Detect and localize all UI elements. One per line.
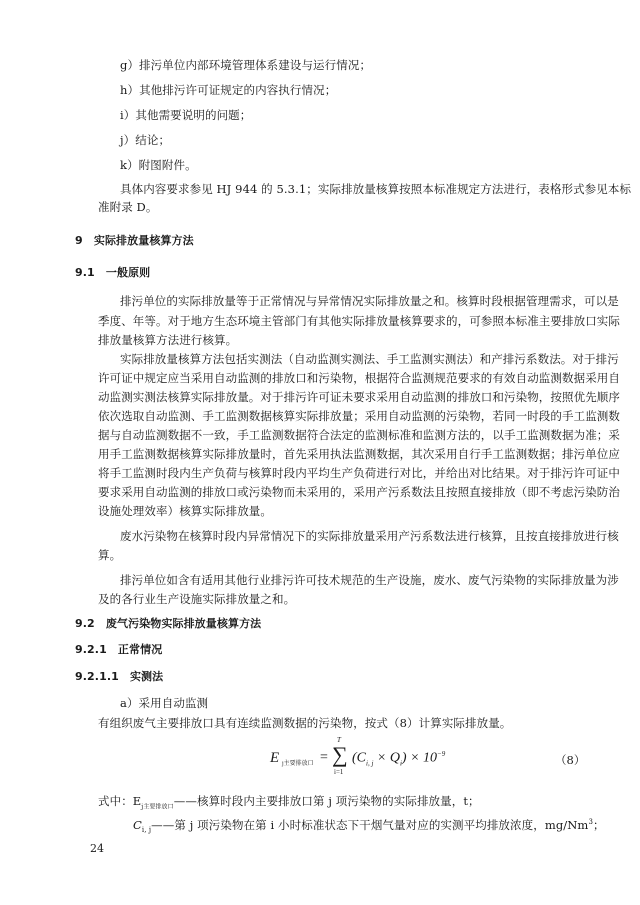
where-c-text: ——第 j 项污染物在第 i 小时标准状态下干烟气量对应的实测平均排放浓度，mg/Nm <box>151 817 589 832</box>
formula-q: × Q <box>373 750 400 766</box>
where-unit-superscript: 3 <box>588 818 594 826</box>
where-c-label: C <box>133 817 142 832</box>
list-item-j: j）结论； <box>120 133 171 147</box>
formula-sum-symbol: ∑ <box>332 742 348 767</box>
formula-equals: = <box>320 750 328 765</box>
paragraph-line: 排污单位如含有适用其他行业排污许可技术规范的生产设施，废水、废气污染物的实际排放量为涉 <box>120 573 619 587</box>
list-item-i: i）其他需要说明的问题； <box>120 108 252 122</box>
paragraph-line: 据与自动监测数据不一致，手工监测数据符合法定的监测标准和监测方法的，以手工监测数据为准；采 <box>98 428 620 442</box>
formula-sum-lower: i=1 <box>334 768 344 776</box>
paragraph-line: 设施处理效率）核算实际排放量。 <box>98 504 272 518</box>
where-e-text: ——核算时段内主要排放口第 j 项污染物的实际排放量，t； <box>173 794 480 808</box>
list-item-h: h）其他排污许可证规定的内容执行情况； <box>120 83 337 97</box>
formula-q-subscript: i <box>399 759 402 768</box>
paragraph-line: 废水污染物在核算时段内异常情况下的实际排放量采用产污系数法进行核算，且按直接排放进行核 <box>120 529 619 543</box>
paragraph-line: 要求采用自动监测的排放口或污染物而未采用的，采用产污系数法且按照直接排放（即不考虑污染防治 <box>98 485 620 499</box>
paragraph-line: 实际排放量核算方法包括实测法（自动监测实测法、手工监测实测法）和产排污系数法。对于排污 <box>120 352 619 366</box>
heading-9-2: 9.2 废气污染物实际排放量核算方法 <box>75 617 262 630</box>
paragraph-line: 许可证中规定应当采用自动监测的排放口和污染物，根据符合监测规范要求的有效自动监测数据采用自 <box>98 371 620 385</box>
formula-number: （8） <box>555 753 586 767</box>
formula-power-base: ) × 10 <box>401 750 438 766</box>
where-line-c <box>133 815 605 837</box>
list-item-k: k）附图附件。 <box>120 158 197 172</box>
heading-9-2-1-1: 9.2.1.1 实测法 <box>75 670 164 683</box>
formula-lhs-subscript: j主要排放口 <box>282 761 314 767</box>
heading-9-1: 9.1 一般原则 <box>75 266 151 279</box>
list-item-a: a）采用自动监测 <box>120 696 209 710</box>
paragraph-line: 用手工监测数据核算实际排放量时，首先采用执法监测数据，其次采用自行手工监测数据；排污单位应 <box>98 447 620 461</box>
paragraph-line: 有组织废气主要排放口具有连续监测数据的污染物，按式（8）计算实际排放量。 <box>98 716 512 730</box>
heading-9-2-1: 9.2.1 正常情况 <box>75 643 163 656</box>
where-tail: ； <box>593 817 605 832</box>
paragraph-line: 将手工监测时段内生产负荷与核算时段内平均生产负荷进行对比，并给出对比结果。对于排污许可证中 <box>98 466 620 480</box>
paragraph-line: 准附录 D。 <box>98 200 158 214</box>
list-item-g: g）排污单位内部环境管理体系建设与运行情况； <box>120 58 372 72</box>
paragraph-line: 算。 <box>98 548 122 562</box>
formula-8 <box>270 736 470 780</box>
paragraph-line: 排污单位的实际排放量等于正常情况与异常情况实际排放量之和。核算时段根据管理需求，可以是 <box>120 294 619 308</box>
page-number: 24 <box>90 842 104 855</box>
paragraph-line: 依次选取自动监测、手工监测数据核算实际排放量；采用自动监测的污染物，若同一时段的手工监测数 <box>98 409 620 423</box>
where-line-e <box>98 794 480 814</box>
paragraph-line: 排放量核算方法进行核算。 <box>98 333 238 347</box>
paragraph-line: 季度、年等。对于地方生态环境主管部门有其他实际排放量核算要求的，可参照本标准主要排放口实际 <box>98 314 620 328</box>
where-e-subscript: j主要排放口 <box>141 803 174 811</box>
paragraph-line: 具体内容要求参见 HJ 944 的 5.3.1；实际排放量核算按照本标准规定方法进行，表格形式参见本标 <box>120 182 632 196</box>
paragraph-line: 及的各行业生产设施实际排放量之和。 <box>98 592 296 606</box>
formula-c-subscript: i, j <box>366 759 374 768</box>
formula-c: (C <box>352 750 366 766</box>
where-e-label: 式中：E <box>98 794 142 808</box>
heading-9: 9 实际排放量核算方法 <box>75 234 194 247</box>
formula-sum-upper: T <box>337 736 341 744</box>
formula-exponent: −9 <box>437 750 446 758</box>
where-c-subscript: i, j <box>141 826 152 835</box>
paragraph-line: 动监测实测法核算实际排放量。对于排污许可证未要求采用自动监测的排放口和污染物，按照优先顺序 <box>98 390 620 404</box>
formula-lhs: E <box>270 750 280 766</box>
formula-expression <box>352 750 445 767</box>
